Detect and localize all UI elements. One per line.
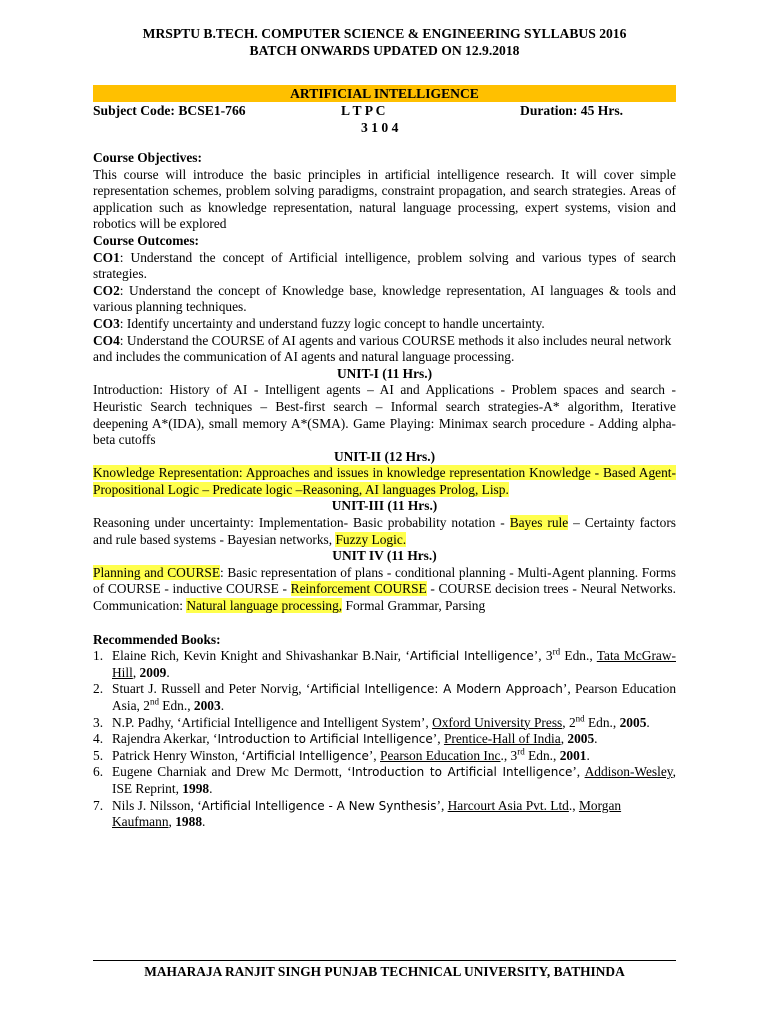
unit-1-heading: UNIT-I (11 Hrs.) [336,365,433,381]
book-number: 6. [93,764,104,780]
book-text: . [209,780,213,796]
header-line-2: BATCH ONWARDS UPDATED ON 12.9.2018 [249,43,520,58]
book-text: ’, 3 [533,648,553,664]
book-authors: Rajendra Akerkar, ‘ [112,731,218,747]
book-edition-sup: nd [575,713,585,724]
unit-4-text [93,565,676,615]
outcomes-heading: Course Outcomes: [93,232,199,248]
book-authors: Elaine Rich, Kevin Knight and Shivashankar B.Nair, ‘ [112,648,410,664]
book-text: ’, Pearson Education Asia, 2 [112,681,677,713]
outcome-co4 [93,333,676,366]
book-number: 1. [93,648,104,664]
book-text: ’, [432,731,444,747]
book-text: ., [568,797,579,813]
book-text: Edn., [584,714,620,730]
highlighted-text: Planning and COURSE [93,564,221,580]
book-publisher: Addison-Wesley [584,764,673,780]
outcome-co3 [93,316,676,333]
book-item [93,764,676,797]
outcome-text: : Understand the concept of Knowledge base, knowledge representation, AI languages & tools and various planning techniques. [93,282,676,315]
highlighted-text: Knowledge Representation: Approaches and issues in knowledge representation Knowledge - Based Agent- Propositional Logic – Predicate logic –Reasoning, AI languages Prolog, Lisp. [93,465,676,497]
unit-2-heading: UNIT-II (12 Hrs.) [333,448,436,464]
outcome-code: CO3 [93,315,120,331]
books-list [93,648,676,831]
book-text: , ISE Reprint, [112,764,676,796]
unit-4-text-part: Formal Grammar, Parsing [342,598,486,614]
book-year: 2005 [567,731,595,747]
syllabus-body [93,150,676,831]
ltpc-values: 3 1 0 4 [361,120,399,135]
book-title: Introduction to Artificial Intelligence [351,765,573,780]
book-item [93,681,676,714]
unit-4-heading: UNIT IV (11 Hrs.) [332,548,437,564]
duration: Duration: 45 Hrs. [520,103,624,118]
book-text: ., 3 [500,747,518,763]
book-text: Edn., [560,648,597,664]
unit-4-text-part: - COURSE decision trees - Neural Networks. Communication: [93,581,676,614]
book-item [93,731,676,748]
course-title: ARTIFICIAL INTELLIGENCE [93,85,676,102]
book-text: ’, [572,764,585,780]
book-title: Artificial Intelligence [245,748,369,763]
book-number: 3. [93,714,104,730]
book-publisher: Pearson Education Inc [380,747,501,763]
book-text: ’, [368,747,380,763]
book-edition-sup: rd [517,746,525,757]
book-edition-sup: nd [149,696,159,707]
book-number: 2. [93,681,104,697]
objectives-heading: Course Objectives: [93,150,202,165]
unit-3-text-part: – Certainty factors and rule based systems - Bayesian networks, [93,515,676,547]
book-item [93,748,676,765]
highlighted-text: Fuzzy Logic. [335,531,407,547]
book-publisher: Harcourt Asia Pvt. Ltd [447,797,569,813]
book-text: ’, [436,797,448,813]
unit-3-text-part: Reasoning under uncertainty: Implementation- Basic probability notation - [93,515,510,531]
unit-4-text-part: : Basic representation of plans - conditional planning - Multi-Agent planning. Forms of COURSE - inductive COURSE - [93,564,676,597]
book-year: 2009 [139,664,167,680]
book-authors: N.P. Padhy, ‘Artificial Intelligence and Intelligent System’, [112,714,433,730]
highlighted-text: Reinforcement COURSE [290,581,427,597]
book-publisher: Oxford University Press [432,714,563,730]
book-text: . [594,731,598,747]
book-text: . [646,714,650,730]
book-publisher: Morgan Kaufmann [112,797,622,830]
book-text: , [560,731,568,747]
outcome-text: : Identify uncertainty and understand fuzzy logic concept to handle uncertainty. [119,315,545,331]
book-authors: Eugene Charniak and Drew Mc Dermott, ‘ [112,764,352,780]
outcome-text: : Understand the concept of Artificial intelligence, problem solving and various types of search strategies. [93,249,676,282]
book-number: 7. [93,797,104,813]
book-text: Edn., [524,747,560,763]
highlighted-text: Bayes rule [509,515,569,531]
book-text: . [166,664,170,680]
book-year: 1988 [175,814,203,830]
book-text: , [168,814,176,830]
book-authors: Nils J. Nilsson, ‘ [112,797,202,813]
book-publisher: Tata McGraw-Hill [112,648,676,680]
book-number: 4. [93,731,104,747]
unit-1-text: Introduction: History of AI - Intelligent agents – AI and Applications - Problem spaces and search - Heuristic Search techniques – Best-first search – Informal search strategies-A* algorithm, Iterative deepening A*(IDA), small memory A*(SMA). Game Playing: Minimax search procedure - Adding alpha-beta cutoffs [93,382,676,448]
book-item [93,798,676,831]
book-title: Artificial Intelligence: A Modern Approach [310,682,563,697]
book-year: 2001 [559,747,587,763]
unit-3-text [93,515,676,548]
book-item [93,648,676,681]
book-year: 2003 [193,698,221,713]
unit-3-heading: UNIT-III (11 Hrs.) [331,498,438,514]
outcome-co2 [93,283,676,316]
book-item [93,715,676,732]
book-text: . [220,698,225,713]
book-text: . [202,814,206,830]
book-title: Artificial Intelligence - A New Synthesis [201,798,437,813]
book-publisher: Prentice-Hall of India [443,731,561,747]
book-text: , 2 [562,714,576,730]
book-year: 2005 [619,714,647,730]
book-text: Edn., [158,698,194,713]
outcome-code: CO2 [93,282,120,298]
books-heading: Recommended Books: [93,631,221,647]
ltpc-label: L T P C [341,103,386,118]
book-authors: Patrick Henry Winston, ‘ [112,747,246,763]
book-year: 1998 [182,780,210,796]
unit-2-text [93,465,676,498]
book-number: 5. [93,747,104,763]
header-line-1: MRSPTU B.TECH. COMPUTER SCIENCE & ENGINEERING SYLLABUS 2016 [142,26,627,41]
outcome-code: CO4 [93,332,120,348]
page-footer: MAHARAJA RANJIT SINGH PUNJAB TECHNICAL UNIVERSITY, BATHINDA [93,960,676,980]
highlighted-text: Natural language processing, [186,598,343,614]
subject-code: Subject Code: BCSE1-766 [93,103,246,118]
outcome-code: CO1 [93,249,120,265]
outcome-text: : Understand the COURSE of AI agents and various COURSE methods it also includes neural network and includes the communication of AI agents and natural language processing. [93,332,672,365]
book-title: Introduction to Artificial Intelligence [217,732,433,747]
book-title: Artificial Intelligence [409,649,534,664]
book-text: . [586,747,590,763]
book-text: , [132,664,140,680]
book-authors: Stuart J. Russell and Peter Norvig, ‘ [112,681,311,697]
outcome-co1 [93,250,676,283]
book-edition-sup: rd [552,646,561,657]
objectives-text: This course will introduce the basic principles in artificial intelligence research. It will cover simple representation schemes, problem solving paradigms, constraint propagation, and search strategies. Areas of application such as knowledge representation, natural language processing, expert systems, vision and robotics will be explored [93,166,676,232]
